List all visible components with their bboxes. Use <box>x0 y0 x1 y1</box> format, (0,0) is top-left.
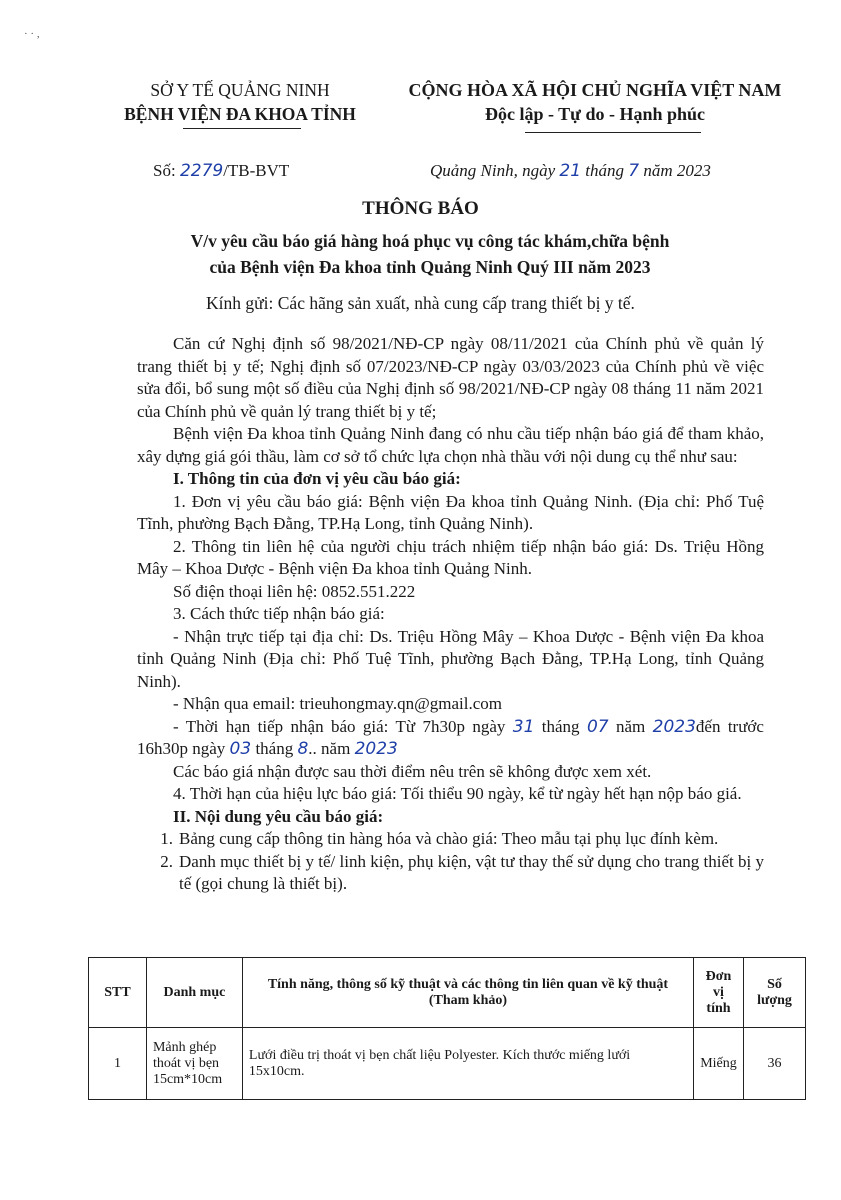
deadline-text: - Thời hạn tiếp nhận báo giá: Từ 7h30p ngày <box>173 716 513 736</box>
contact-phone: Số điện thoại liên hệ: 0852.551.222 <box>173 581 416 601</box>
deadline-start-day: 31 <box>512 716 535 737</box>
cell-item: Mảnh ghép thoát vị bẹn 15cm*10cm <box>146 1028 242 1100</box>
deadline-end-year: 2023 <box>354 739 398 759</box>
deadline-start-month: 07 <box>586 716 609 737</box>
section-1-item-3: 3. Cách thức tiếp nhận báo giá: <box>173 604 385 623</box>
header-item: Danh mục <box>146 958 242 1028</box>
doc-number-prefix: Số: <box>153 161 180 180</box>
header-stt: STT <box>89 958 147 1028</box>
date-line <box>430 161 711 181</box>
date-month: 7 <box>628 161 640 181</box>
cell-specs: Lưới điều trị thoát vị bẹn chất liệu Polyester. Kích thước miếng lưới 15x10cm. <box>242 1028 693 1100</box>
email-delivery: - Nhận qua email: trieuhongmay.qn@gmail.com <box>173 694 502 713</box>
body-text <box>137 333 764 896</box>
national-title: CỘNG HÒA XÃ HỘI CHỦ NGHĨA VIỆT NAM <box>408 80 782 100</box>
date-text: năm 2023 <box>639 161 711 180</box>
paragraph-legal-basis: Căn cứ Nghị định số 98/2021/NĐ-CP ngày 08/11/2021 của Chính phủ về quản lý trang thiết bị y tế; Nghị định số 07/2023/NĐ-CP ngày 03/03/2023 của Chính phủ về việc sửa đổi, bổ sung một số điều của Nghị định số 98/2021/NĐ-CP ngày 08 tháng 11 năm 2021 của Chính phủ về quản lý trang thiết bị y tế; <box>137 334 764 421</box>
issuer-department: SỞ Y TẾ QUẢNG NINH <box>150 80 330 100</box>
header-quantity: Số lượng <box>743 958 805 1028</box>
section-1-item-4: 4. Thời hạn của hiệu lực báo giá: Tối thiểu 90 ngày, kể từ ngày hết hạn nộp báo giá. <box>173 784 742 803</box>
doc-number <box>153 161 289 181</box>
date-day: 21 <box>559 161 582 181</box>
date-text: Quảng Ninh, ngày <box>430 161 560 180</box>
deadline-text: năm <box>608 716 653 736</box>
header-specs: Tính năng, thông số kỹ thuật và các thông tin liên quan về kỹ thuật (Tham khảo) <box>242 958 693 1028</box>
deadline-line <box>137 716 764 761</box>
doc-number-suffix: /TB-BVT <box>223 161 290 180</box>
cell-unit: Miếng <box>694 1028 744 1100</box>
scan-marks: · · , <box>24 28 40 40</box>
list-item-number: 1. <box>160 829 173 848</box>
section-1-heading: I. Thông tin của đơn vị yêu cầu báo giá: <box>173 469 461 488</box>
deadline-text: tháng <box>534 716 587 736</box>
list-item-number: 2. <box>160 851 173 871</box>
cell-stt: 1 <box>89 1028 147 1100</box>
section-2-heading: II. Nội dung yêu cầu báo giá: <box>173 806 384 826</box>
section-1-item-1: 1. Đơn vị yêu cầu báo giá: Bệnh viện Đa khoa tỉnh Quảng Ninh. (Địa chỉ: Phố Tuệ Tĩnh, phường Bạch Đằng, TP.Hạ Long, tỉnh Quảng Ninh). <box>137 491 764 533</box>
subtitle-line: của Bệnh viện Đa khoa tỉnh Quảng Ninh Quý III năm 2023 <box>209 257 651 277</box>
deadline-end-day: 03 <box>229 739 252 759</box>
late-submission-note: Các báo giá nhận được sau thời điểm nêu trên sẽ không được xem xét. <box>173 761 652 781</box>
national-header <box>385 78 805 126</box>
motto-underline <box>525 132 701 133</box>
cell-quantity: 36 <box>743 1028 805 1100</box>
deadline-text: đến trước 16h30p ngày <box>137 716 764 758</box>
deadline-text: .. năm <box>308 739 355 758</box>
list-item-text: Bảng cung cấp thông tin hàng hóa và chào giá: Theo mẫu tại phụ lục đính kèm. <box>179 829 719 848</box>
deadline-end-month: 8 <box>297 739 309 759</box>
table-row <box>89 1028 806 1100</box>
direct-delivery: - Nhận trực tiếp tại địa chỉ: Ds. Triệu Hồng Mây – Khoa Dược - Bệnh viện Đa khoa tỉnh Quảng Ninh (Địa chỉ: Phố Tuệ Tĩnh, phường Bạch Đằng, TP.Hạ Long, tỉnh Quảng Ninh). <box>137 626 764 691</box>
header-unit: Đơn vị tính <box>694 958 744 1028</box>
section-1-item-2: 2. Thông tin liên hệ của người chịu trách nhiệm tiếp nhận báo giá: Ds. Triệu Hồng Mây – Khoa Dược - Bệnh viện Đa khoa tỉnh Quảng Ninh. <box>137 536 764 578</box>
deadline-start-year: 2023 <box>652 716 696 737</box>
doc-number-handwritten: 2279 <box>179 161 224 181</box>
issuer-underline <box>183 128 301 129</box>
equipment-table <box>88 957 806 1100</box>
list-item <box>137 851 764 896</box>
doc-subtitle <box>90 228 770 280</box>
subtitle-line: V/v yêu cầu báo giá hàng hoá phục vụ công tác khám,chữa bệnh <box>190 231 670 251</box>
issuer-header <box>95 78 385 126</box>
list-item <box>137 828 764 851</box>
table-header-row <box>89 958 806 1028</box>
deadline-text: tháng <box>251 739 298 758</box>
national-motto: Độc lập - Tự do - Hạnh phúc <box>484 104 706 124</box>
doc-title: THÔNG BÁO <box>362 198 479 219</box>
paragraph-purpose: Bệnh viện Đa khoa tỉnh Quảng Ninh đang có nhu cầu tiếp nhận báo giá để tham khảo, xây dựng giá gói thầu, làm cơ sở tổ chức lựa chọn nhà thầu với nội dung cụ thể như sau: <box>137 424 764 466</box>
issuer-hospital: BỆNH VIỆN ĐA KHOA TỈNH <box>124 104 356 124</box>
list-item-text: Danh mục thiết bị y tế/ linh kiện, phụ kiện, vật tư thay thế sử dụng cho trang thiết bị y tế (gọi chung là thiết bị). <box>179 851 764 893</box>
recipient-line: Kính gửi: Các hãng sản xuất, nhà cung cấp trang thiết bị y tế. <box>206 293 635 313</box>
date-text: tháng <box>581 161 629 180</box>
